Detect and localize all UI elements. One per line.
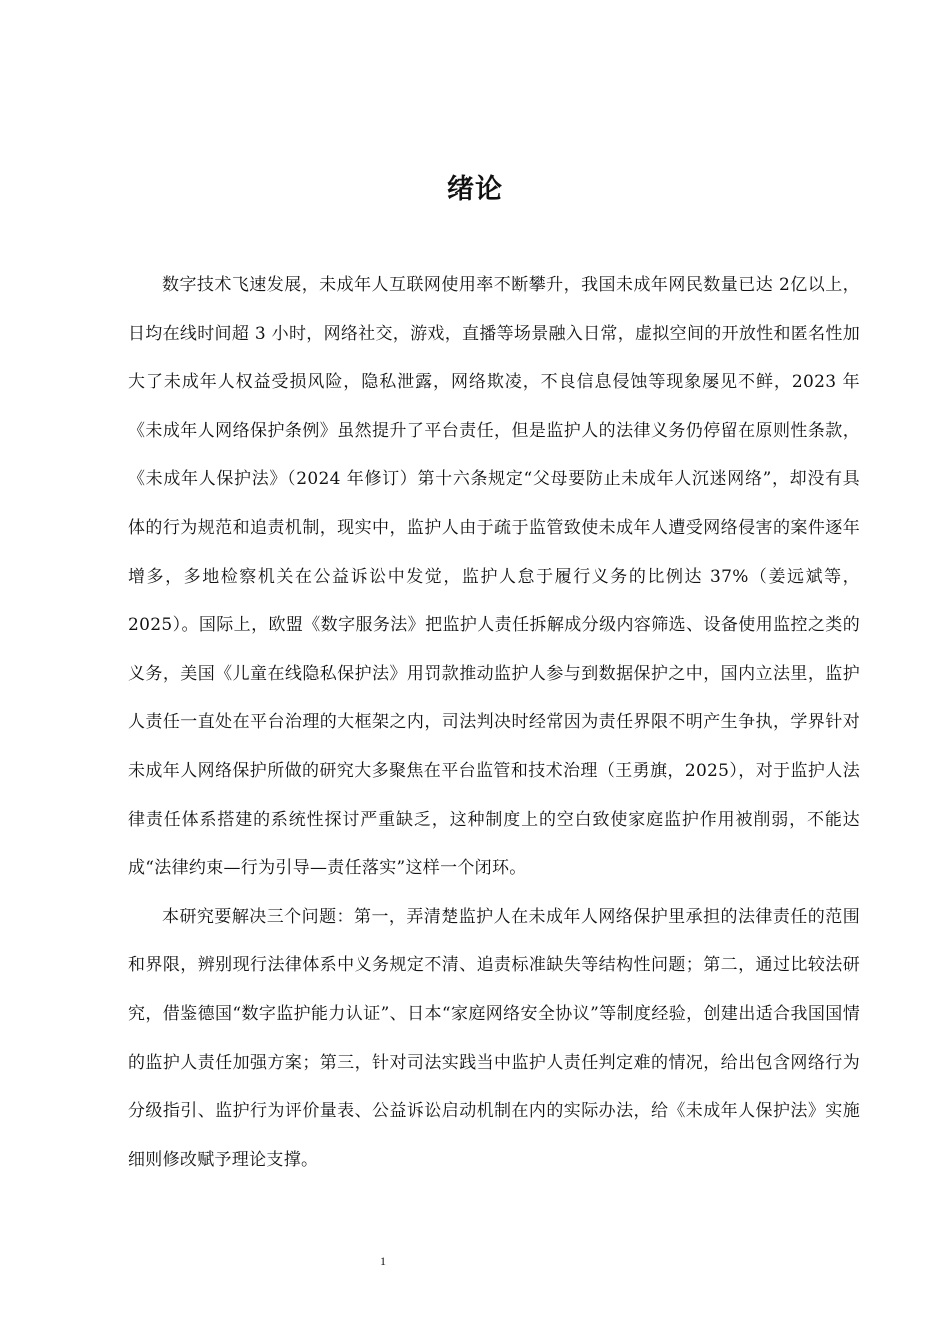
- body-text: [128, 261, 860, 1184]
- paragraph-background: 数字技术飞速发展，未成年人互联网使用率不断攀升，我国未成年网民数量已达 2亿以上，日均在线时间超 3 小时，网络社交，游戏，直播等场景融入日常，虚拟空间的开放性和匿名性加大了未成年人权益受损风险，隐私泄露，网络欺凌，不良信息侵蚀等现象屡见不鲜，2023 年《未成年人网络保护条例》虽然提升了平台责任，但是监护人的法律义务仍停留在原则性条款，《未成年人保护法》（2024 年修订）第十六条规定“父母要防止未成年人沉迷网络”，却没有具体的行为规范和追责机制，现实中，监护人由于疏于监管致使未成年人遭受网络侵害的案件逐年增多，多地检察机关在公益诉讼中发觉，监护人怠于履行义务的比例达 37%（姜远斌等，2025）。国际上，欧盟《数字服务法》把监护人责任拆解成分级内容筛选、设备使用监控之类的义务，美国《儿童在线隐私保护法》用罚款推动监护人参与到数据保护之中，国内立法里，监护人责任一直处在平台治理的大框架之内，司法判决时经常因为责任界限不明产生争执，学界针对未成年人网络保护所做的研究大多聚焦在平台监管和技术治理（王勇旗，2025），对于监护人法律责任体系搭建的系统性探讨严重缺乏，这种制度上的空白致使家庭监护作用被削弱，不能达成“法律约束—行为引导—责任落实”这样一个闭环。: [128, 275, 860, 879]
- page-title: 绪论: [447, 174, 503, 205]
- page-number: 1: [380, 1254, 386, 1268]
- paragraph-research-questions: 本研究要解决三个问题：第一，弄清楚监护人在未成年人网络保护里承担的法律责任的范围和界限，辨别现行法律体系中义务规定不清、追责标准缺失等结构性问题；第二，通过比较法研究，借鉴德国“数字监护能力认证”、日本“家庭网络安全协议”等制度经验，创建出适合我国国情的监护人责任加强方案；第三，针对司法实践当中监护人责任判定难的情况，给出包含网络行为分级指引、监护行为评价量表、公益诉讼启动机制在内的实际办法，给《未成年人保护法》实施细则修改赋予理论支撑。: [128, 906, 860, 1170]
